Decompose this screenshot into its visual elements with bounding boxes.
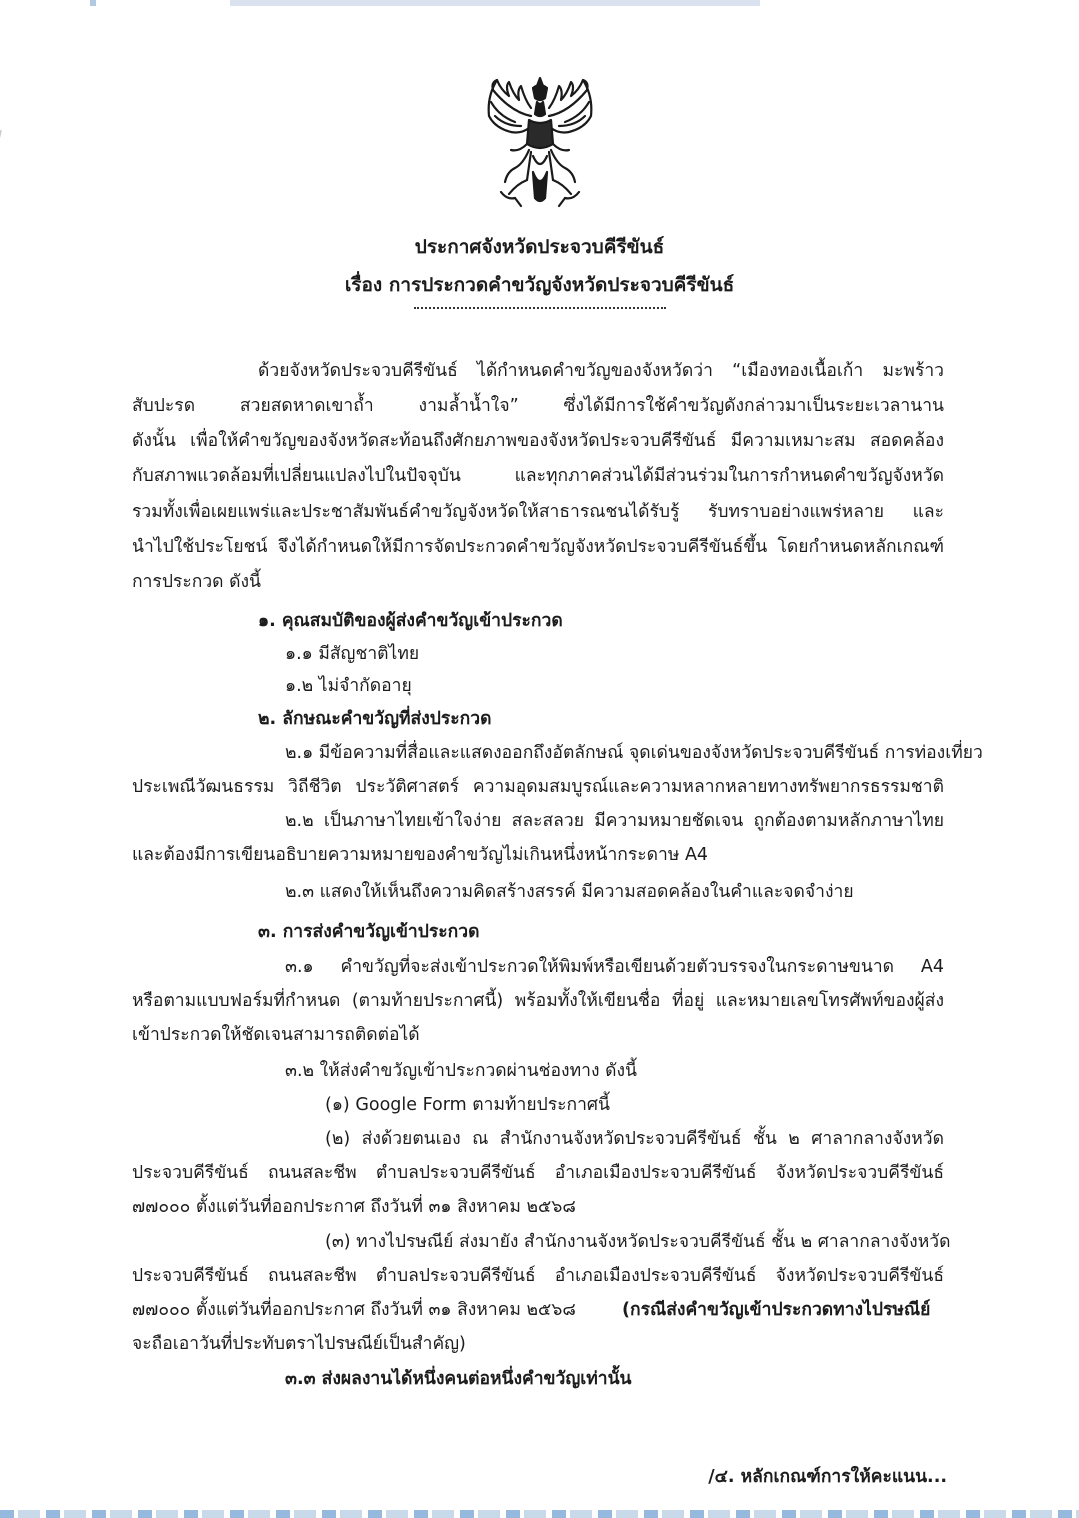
section-2-line: และต้องมีการเขียนอธิบายความหมายของคำขวัญไม่เกินหนึ่งหน้ากระดาษ A4 [132,845,709,865]
intro-line: ด้วยจังหวัดประจวบคีรีขันธ์ ได้กำหนดคำขวัญของจังหวัดว่า “เมืองทองเนื้อเก้า มะพร้าว [258,361,944,381]
announcement-subject: เรื่อง การประกวดคำขวัญจังหวัดประจวบคีรีขันธ์ [344,274,735,296]
page-continuation: /๔. หลักเกณฑ์การให้คะแนน... [708,1467,947,1487]
section-3-line: ประจวบคีรีขันธ์ ถนนสละชีพ ตำบลประจวบคีรีขันธ์ อำเภอเมืองประจวบคีรีขันธ์ จังหวัดประจวบคีรีขันธ์ [132,1163,944,1183]
scan-artifact-line [0,130,2,198]
section-3-line: เข้าประกวดให้ชัดเจนสามารถติดต่อได้ [132,1025,420,1045]
intro-line: สับปะรด สวยสดหาดเขาถ้ำ งามล้ำน้ำใจ” ซึ่งได้มีการใช้คำขวัญดังกล่าวมาเป็นระยะเวลานาน [132,396,944,416]
section-3-line: ๓.๒ ให้ส่งคำขวัญเข้าประกวดผ่านช่องทาง ดังนี้ [285,1061,637,1081]
scan-edge-bottom [0,1510,1079,1518]
section-2-line: ๒.๓ แสดงให้เห็นถึงความคิดสร้างสรรค์ มีความสอดคล้องในคำและจดจำง่าย [285,882,854,902]
intro-line: นำไปใช้ประโยชน์ จึงได้กำหนดให้มีการจัดประกวดคำขวัญจังหวัดประจวบคีรีขันธ์ขึ้น โดยกำหนดหลักเกณฑ์ [132,537,944,557]
section-1-item: ๑.๑ มีสัญชาติไทย [285,644,420,664]
section-2-line: ๒.๒ เป็นภาษาไทยเข้าใจง่าย สละสลวย มีความหมายชัดเจน ถูกต้องตามหลักภาษาไทย [285,811,944,831]
intro-line: การประกวด ดังนี้ [132,572,261,592]
section-3-line: หรือตามแบบฟอร์มที่กำหนด (ตามท้ายประกาศนี้) พร้อมทั้งให้เขียนชื่อ ที่อยู่ และหมายเลขโทรศัพท์ของผู้ส่ง [132,991,944,1011]
section-3-line: ประจวบคีรีขันธ์ ถนนสละชีพ ตำบลประจวบคีรีขันธ์ อำเภอเมืองประจวบคีรีขันธ์ จังหวัดประจวบคีรีขันธ์ [132,1266,944,1286]
section-3-line: ๓.๓ ส่งผลงานได้หนึ่งคนต่อหนึ่งคำขวัญเท่านั้น [285,1369,632,1389]
section-3-heading: ๓. การส่งคำขวัญเข้าประกวด [258,922,480,942]
section-3-note-bold: (กรณีส่งคำขวัญเข้าประกวดทางไปรษณีย์ [622,1300,931,1320]
intro-line: รวมทั้งเพื่อเผยแพร่และประชาสัมพันธ์คำขวัญจังหวัดให้สาธารณชนได้รับรู้ รับทราบอย่างแพร่หลาย และ [132,502,944,522]
section-1-item: ๑.๒ ไม่จำกัดอายุ [285,676,412,696]
garuda-emblem-icon [471,72,609,208]
section-3-line: ๗๗๐๐๐ ตั้งแต่วันที่ออกประกาศ ถึงวันที่ ๓๑ สิงหาคม ๒๕๖๘ [132,1197,576,1217]
section-3-line: (๓) ทางไปรษณีย์ ส่งมายัง สำนักงานจังหวัดประจวบคีรีขันธ์ ชั้น ๒ ศาลากลางจังหวัด [325,1232,951,1252]
section-3-line: (๑) Google Form ตามท้ายประกาศนี้ [325,1095,610,1115]
section-2-heading: ๒. ลักษณะคำขวัญที่ส่งประกวด [258,709,492,729]
intro-line: กับสภาพแวดล้อมที่เปลี่ยนแปลงไปในปัจจุบัน และทุกภาคส่วนได้มีส่วนร่วมในการกำหนดคำขวัญจังหวัด [132,466,944,486]
section-2-line: ประเพณีวัฒนธรรม วิถีชีวิต ประวัติศาสตร์ ความอุดมสมบูรณ์และความหลากหลายทางทรัพยากรธรรมชาติ [132,777,944,797]
section-2-line: ๒.๑ มีข้อความที่สื่อและแสดงออกถึงอัตลักษณ์ จุดเด่นของจังหวัดประจวบคีรีขันธ์ การท่องเที่ยว [285,743,983,763]
intro-line: ดังนั้น เพื่อให้คำขวัญของจังหวัดสะท้อนถึงศักยภาพของจังหวัดประจวบคีรีขันธ์ มีความเหมาะสม สอดคล้อง [132,431,944,451]
announcement-title: ประกาศจังหวัดประจวบคีรีขันธ์ [414,236,665,258]
dotted-divider [414,307,666,309]
scan-edge-top [0,0,1079,6]
section-3-line: ๓.๑ คำขวัญที่จะส่งเข้าประกวดให้พิมพ์หรือเขียนด้วยตัวบรรจงในกระดาษขนาด A4 [285,957,944,977]
section-1-heading: ๑. คุณสมบัติของผู้ส่งคำขวัญเข้าประกวด [258,611,563,631]
section-3-line: จะถือเอาวันที่ประทับตราไปรษณีย์เป็นสำคัญ) [132,1334,466,1354]
section-3-line: ๗๗๐๐๐ ตั้งแต่วันที่ออกประกาศ ถึงวันที่ ๓๑ สิงหาคม ๒๕๖๘ [132,1300,576,1320]
section-3-line: (๒) ส่งด้วยตนเอง ณ สำนักงานจังหวัดประจวบคีรีขันธ์ ชั้น ๒ ศาลากลางจังหวัด [325,1129,944,1149]
